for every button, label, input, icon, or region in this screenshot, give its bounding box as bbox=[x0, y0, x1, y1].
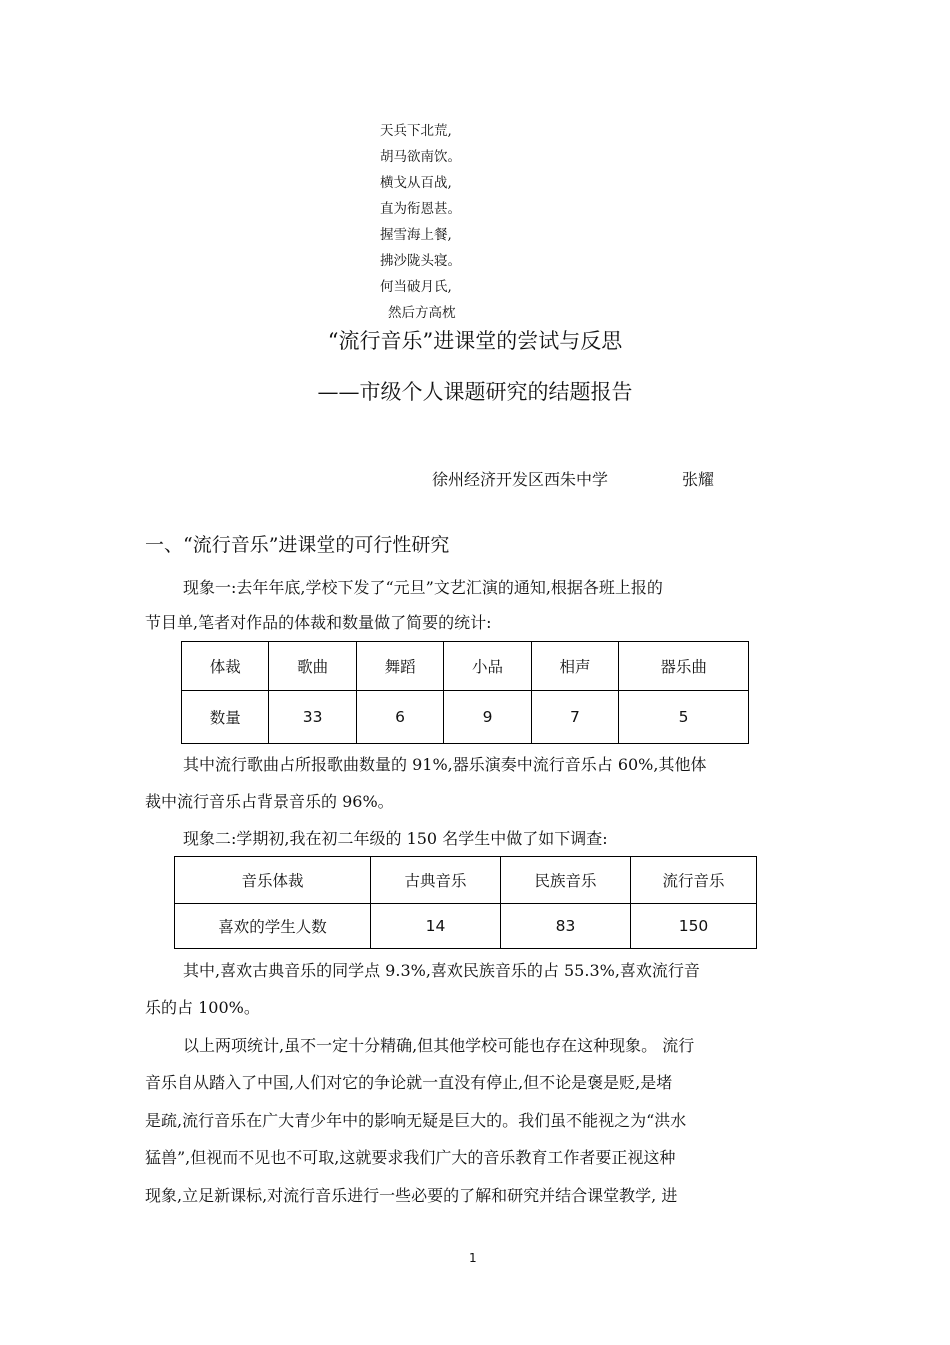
table-header-row bbox=[175, 857, 757, 904]
table-cell: 数量 bbox=[182, 691, 269, 744]
paragraph-line: 现象一:去年年底,学校下发了“元旦”文艺汇演的通知,根据各班上报的 bbox=[183, 578, 663, 597]
author-school: 徐州经济开发区西朱中学 bbox=[432, 470, 609, 489]
table-cell: 喜欢的学生人数 bbox=[175, 904, 371, 949]
table-cell: 83 bbox=[501, 904, 631, 949]
table-cell: 小品 bbox=[444, 642, 531, 691]
document-subtitle: ——市级个人课题研究的结题报告 bbox=[317, 380, 633, 404]
table-cell: 7 bbox=[531, 691, 618, 744]
paragraph-line: 裁中流行音乐占背景音乐的 96%。 bbox=[145, 792, 394, 811]
table-row bbox=[175, 904, 757, 949]
table-cell: 民族音乐 bbox=[501, 857, 631, 904]
document-title: “流行音乐”进课堂的尝试与反思 bbox=[327, 329, 623, 353]
poem bbox=[380, 118, 580, 326]
paragraph-line: 音乐自从踏入了中国,人们对它的争论就一直没有停止,但不论是褒是贬,是堵 bbox=[145, 1073, 673, 1092]
preference-survey-table bbox=[174, 856, 757, 949]
table-cell: 14 bbox=[371, 904, 501, 949]
table-row bbox=[182, 691, 749, 744]
poem-line: 天兵下北荒, bbox=[380, 123, 452, 139]
table-cell: 音乐体裁 bbox=[175, 857, 371, 904]
table-cell: 9 bbox=[444, 691, 531, 744]
poem-line: 拂沙陇头寝。 bbox=[380, 253, 461, 269]
table-cell: 相声 bbox=[531, 642, 618, 691]
poem-line: 横戈从百战, bbox=[380, 175, 452, 191]
paragraph-line: 现象,立足新课标,对流行音乐进行一些必要的了解和研究并结合课堂教学, 进 bbox=[145, 1186, 678, 1205]
paragraph-line: 节目单,笔者对作品的体裁和数量做了简要的统计: bbox=[145, 613, 492, 632]
page-number: 1 bbox=[469, 1251, 477, 1265]
paragraph-line: 是疏,流行音乐在广大青少年中的影响无疑是巨大的。我们虽不能视之为“洪水 bbox=[145, 1111, 687, 1130]
table-cell: 器乐曲 bbox=[619, 642, 749, 691]
table-cell: 舞蹈 bbox=[356, 642, 443, 691]
poem-line: 胡马欲南饮。 bbox=[380, 149, 461, 165]
table-cell: 6 bbox=[356, 691, 443, 744]
paragraph-line: 其中,喜欢古典音乐的同学点 9.3%,喜欢民族音乐的占 55.3%,喜欢流行音 bbox=[183, 961, 700, 980]
paragraph-line: 乐的占 100%。 bbox=[145, 998, 260, 1017]
poem-line: 然后方高枕 bbox=[388, 305, 456, 321]
section-heading: 一、“流行音乐”进课堂的可行性研究 bbox=[145, 534, 450, 556]
table-cell: 5 bbox=[619, 691, 749, 744]
paragraph-line: 其中流行歌曲占所报歌曲数量的 91%,器乐演奏中流行音乐占 60%,其他体 bbox=[183, 755, 707, 774]
poem-line: 何当破月氏, bbox=[380, 279, 452, 295]
genre-count-table bbox=[181, 641, 749, 744]
table-cell: 150 bbox=[631, 904, 757, 949]
table-cell: 33 bbox=[269, 691, 356, 744]
paragraph-line: 现象二:学期初,我在初二年级的 150 名学生中做了如下调查: bbox=[183, 829, 608, 848]
table-cell: 歌曲 bbox=[269, 642, 356, 691]
poem-line: 握雪海上餐, bbox=[380, 227, 452, 243]
table-cell: 古典音乐 bbox=[371, 857, 501, 904]
poem-line: 直为衔恩甚。 bbox=[380, 201, 461, 217]
table-cell: 流行音乐 bbox=[631, 857, 757, 904]
paragraph-line: 猛兽”,但视而不见也不可取,这就要求我们广大的音乐教育工作者要正视这种 bbox=[145, 1148, 676, 1167]
author-name: 张耀 bbox=[682, 470, 715, 489]
table-cell: 体裁 bbox=[182, 642, 269, 691]
table-header-row bbox=[182, 642, 749, 691]
paragraph-line: 以上两项统计,虽不一定十分精确,但其他学校可能也存在这种现象。 流行 bbox=[183, 1036, 695, 1055]
